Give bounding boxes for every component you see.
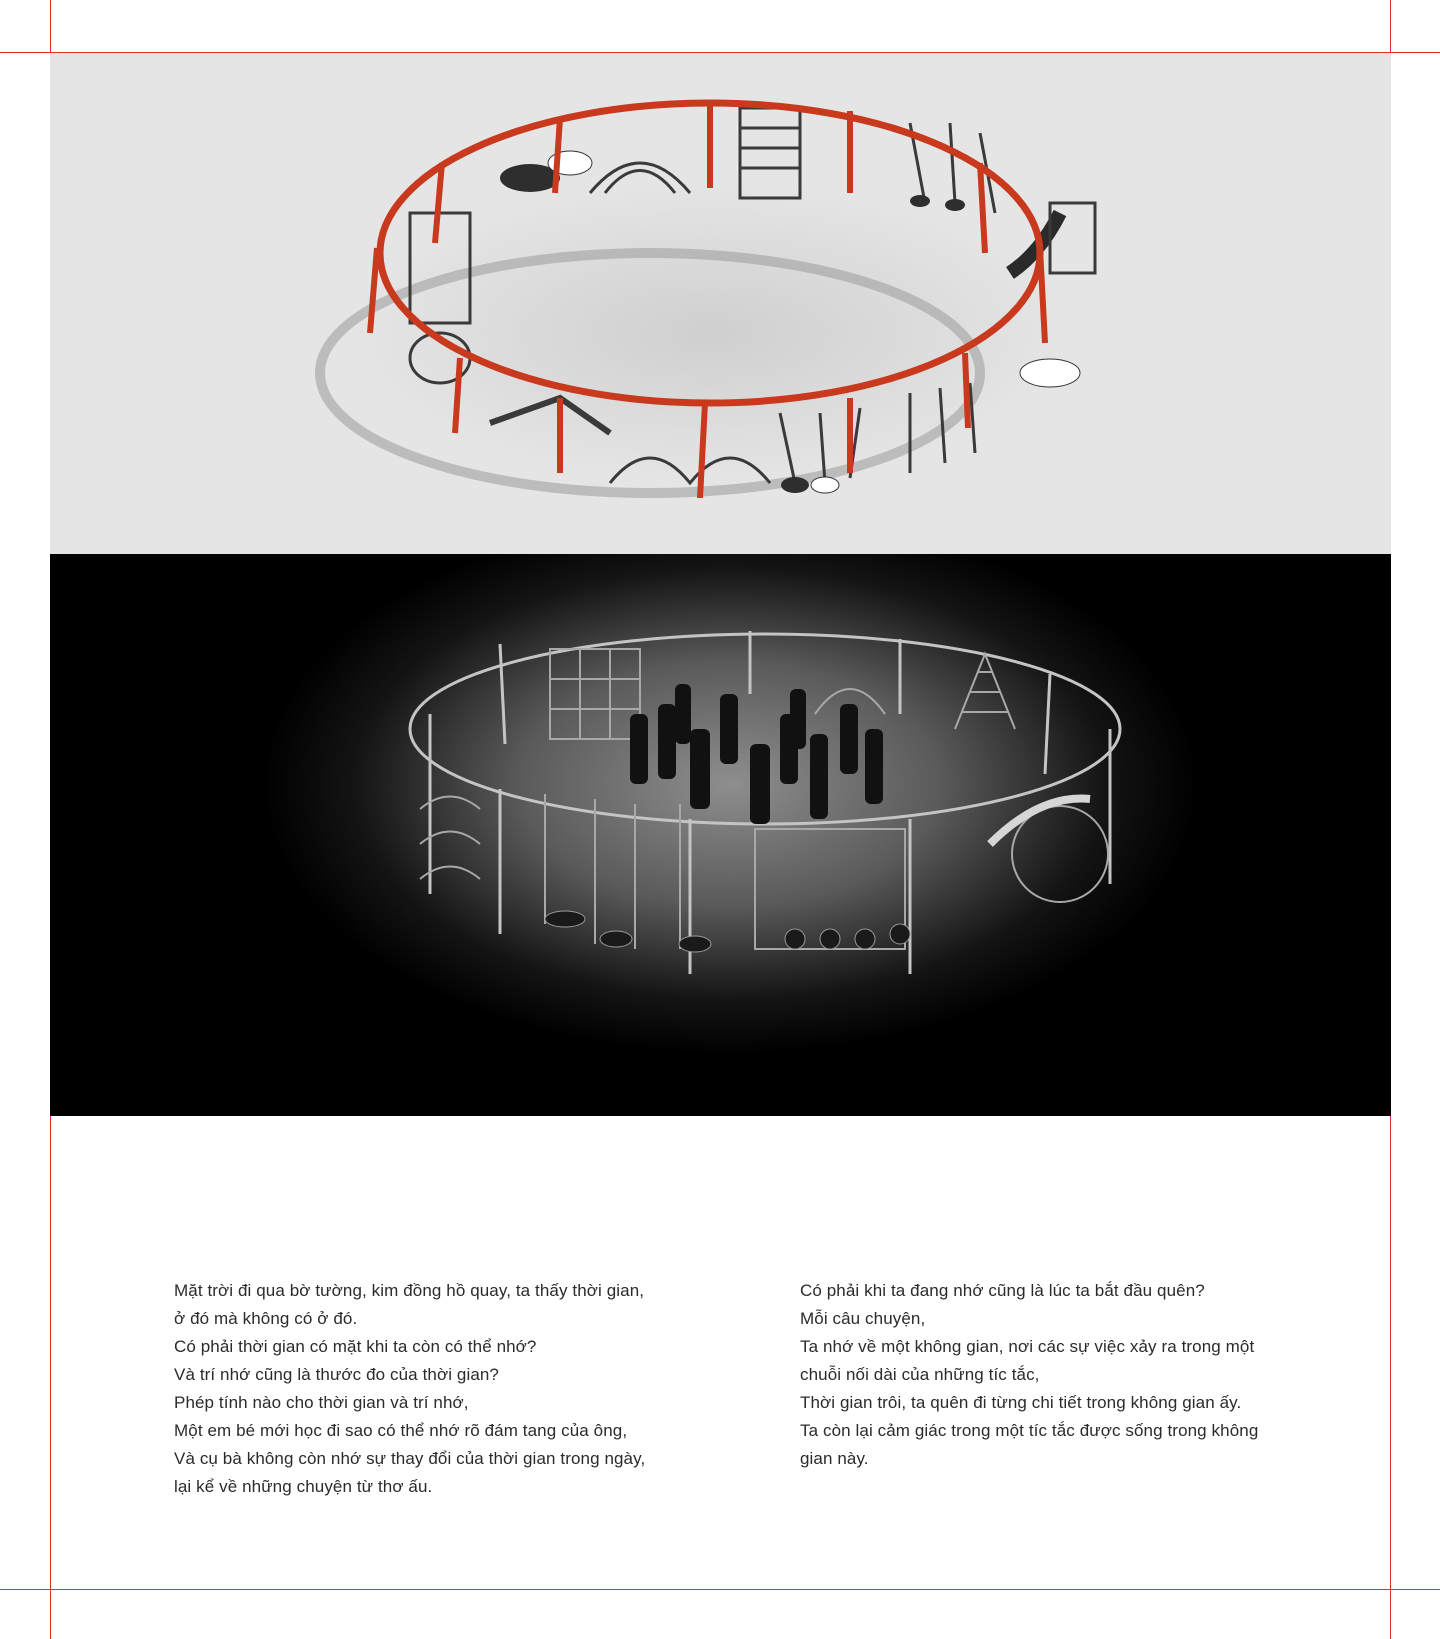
poem-left-line: Có phải thời gian có mặt khi ta còn có thể nhớ? (174, 1337, 537, 1356)
poem-left-line: Mặt trời đi qua bờ tường, kim đồng hồ quay, ta thấy thời gian, (174, 1281, 645, 1300)
poem-right-line: Ta còn lại cảm giác trong một tíc tắc được sống trong không (800, 1421, 1259, 1440)
playground-night-svg (50, 554, 1391, 1116)
poem-right-line: gian này. (800, 1449, 869, 1468)
poem-left-line: ở đó mà không có ở đó. (174, 1309, 358, 1328)
poem-left-line: Một em bé mới học đi sao có thể nhớ rõ đám tang của ông, (174, 1421, 628, 1440)
poem-right-line: Thời gian trôi, ta quên đi từng chi tiết trong không gian ấy. (800, 1393, 1242, 1412)
poem-right-line: Ta nhớ về một không gian, nơi các sự việc xảy ra trong một (800, 1337, 1255, 1356)
poem-right-line: Có phải khi ta đang nhớ cũng là lúc ta bắt đầu quên? (800, 1281, 1205, 1300)
playground-illustration-svg (50, 53, 1391, 554)
lit-ground (210, 554, 1250, 1114)
poem-right-line: Mỗi câu chuyện, (800, 1309, 926, 1328)
playground-illustration (50, 53, 1391, 554)
poem-right-line: chuỗi nối dài của những tíc tắc, (800, 1365, 1040, 1384)
poem-left-column (174, 1277, 644, 1501)
poem-left-line: Và cụ bà không còn nhớ sự thay đổi của thời gian trong ngày, (174, 1449, 646, 1468)
poem-left-line: Và trí nhớ cũng là thước đo của thời gian? (174, 1365, 499, 1384)
poem-left-line: Phép tính nào cho thời gian và trí nhớ, (174, 1393, 469, 1412)
guide-line-bottom (0, 1589, 1440, 1590)
poem-right-column (800, 1277, 1260, 1473)
poem-left-line: lại kể về những chuyện từ thơ ấu. (174, 1477, 433, 1496)
playground-night-photo (50, 554, 1391, 1116)
